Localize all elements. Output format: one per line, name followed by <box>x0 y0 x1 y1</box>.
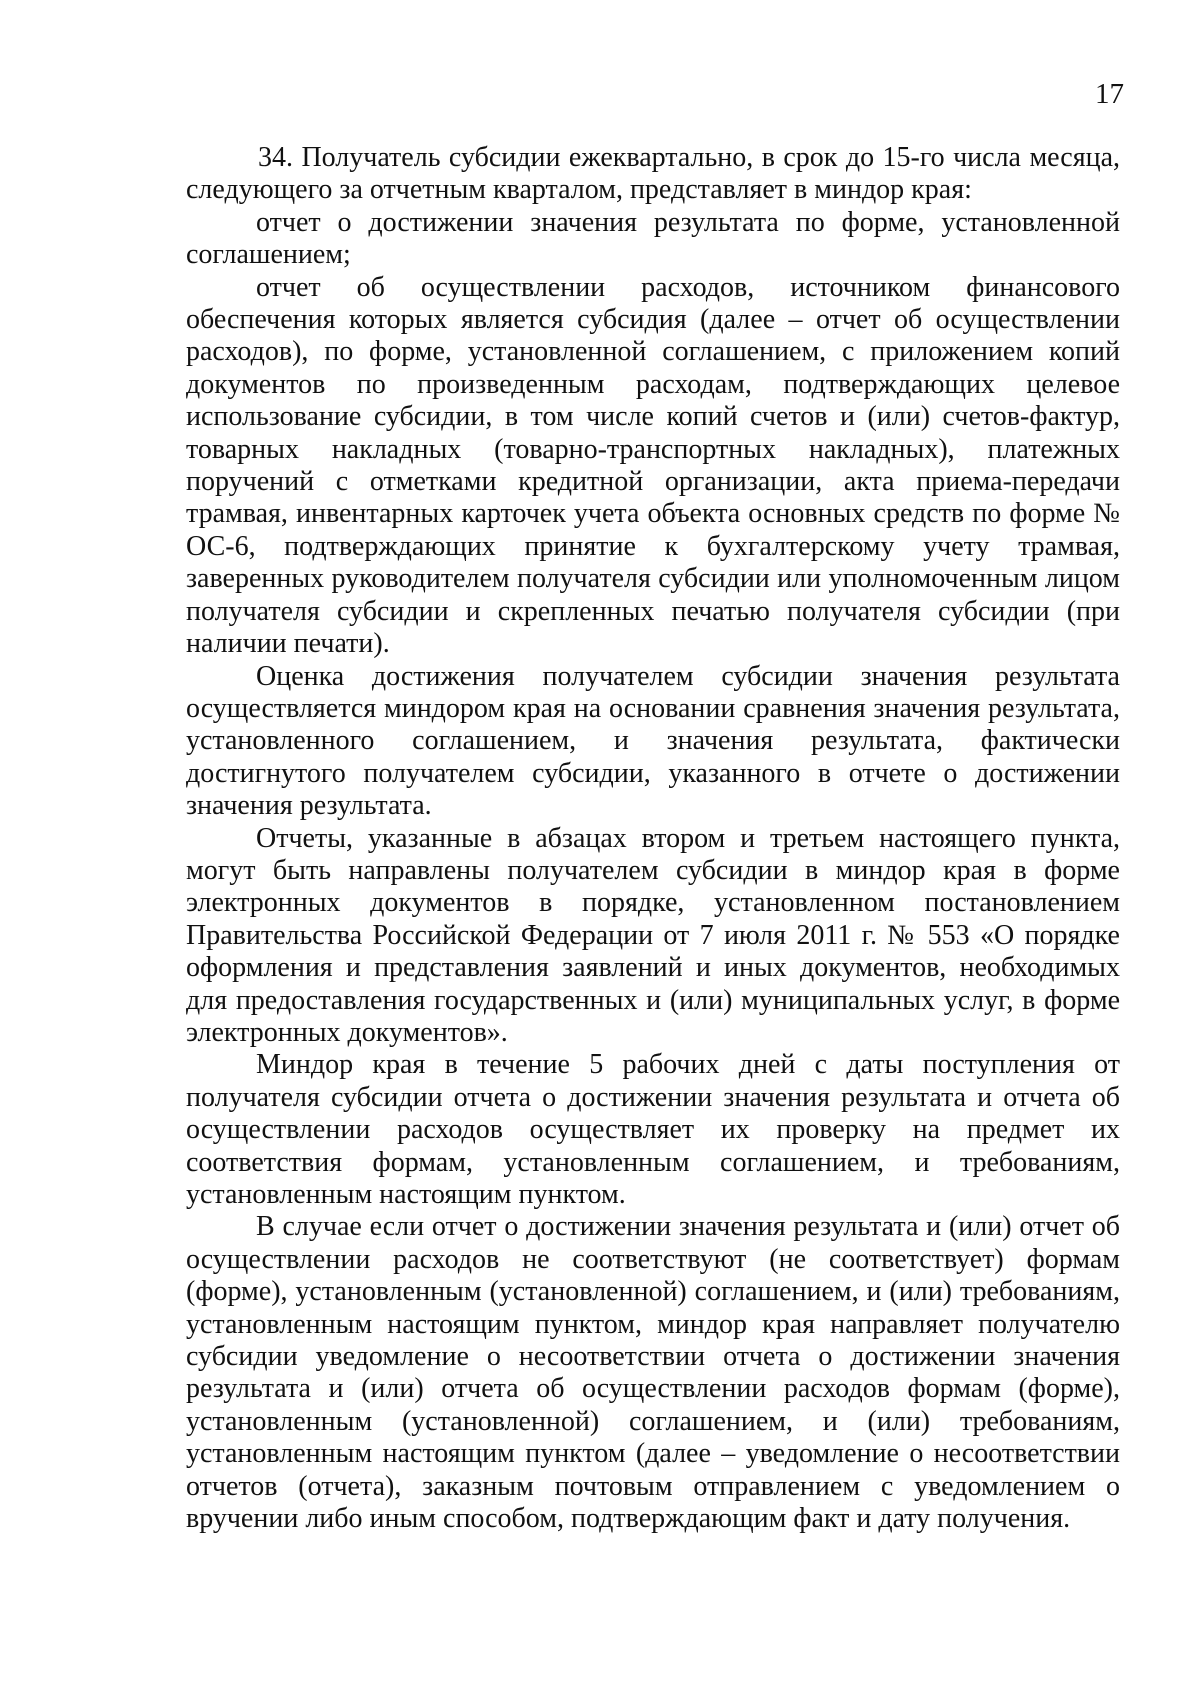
paragraph-item-34-intro: 34. Получатель субсидии ежеквартально, в срок до 15-го числа месяца, следующего за отчетным кварталом, представляет в миндор края: <box>186 142 1120 206</box>
paragraph-result-report: отчет о достижении значения результата по форме, установленной соглашением; <box>186 206 1120 271</box>
paragraph-nonconformity-notice: В случае если отчет о достижении значения результата и (или) отчет об осуществлении расходов не соответствуют (не соответствует) формам (форме), установленным (установленной) соглашением, и (или) требованиям, установленным настоящим пунктом, миндор края направляет получателю субсидии уведомление о несоответствии отчета о достижении значения результата и (или) отчета об осуществлении расходов формам (форме), установленным (установленной) соглашением, и (или) требованиям, установленным настоящим пунктом (далее – уведомление о несоответствии отчетов (отчета), заказным почтовым отправлением с уведомлением о вручении либо иным способом, подтверждающим факт и дату получения. <box>186 1211 1120 1535</box>
paragraph-report-verification: Миндор края в течение 5 рабочих дней с даты поступления от получателя субсидии отчета о достижении значения результата и отчета об осуществлении расходов осуществляет их проверку на предмет их соответствия формам, установленным соглашением, и требованиям, установленным настоящим пунктом. <box>186 1049 1120 1210</box>
paragraph-electronic-reports: Отчеты, указанные в абзацах втором и третьем настоящего пункта, могут быть направлены получателем субсидии в миндор края в форме электронных документов в порядке, установленном постановлением Правительства Российской Федерации от 7 июля 2011 г. № 553 «О порядке оформления и представления заявлений и иных документов, необходимых для предоставления государственных и (или) муниципальных услуг, в форме электронных документов». <box>186 822 1120 1048</box>
paragraph-expense-report: отчет об осуществлении расходов, источником финансового обеспечения которых является субсидия (далее – отчет об осуществлении расходов), по форме, установленной соглашением, с приложением копий документов по произведенным расходам, подтверждающих целевое использование субсидии, в том числе копий счетов и (или) счетов-фактур, товарных накладных (товарно-транспортных накладных), платежных поручений с отметками кредитной организации, акта приема-передачи трамвая, инвентарных карточек учета объекта основных средств по форме № ОС-6, подтверждающих принятие к бухгалтерскому учету трамвая, заверенных руководителем получателя субсидии или уполномоченным лицом получателя субсидии и скрепленных печатью получателя субсидии (при наличии печати). <box>186 271 1120 660</box>
document-body <box>186 142 1120 1535</box>
paragraph-result-evaluation: Оценка достижения получателем субсидии значения результата осуществляется миндором края на основании сравнения значения результата, установленного соглашением, и значения результата, фактически достигнутого получателем субсидии, указанного в отчете о достижении значения результата. <box>186 660 1120 822</box>
page-number: 17 <box>1095 78 1124 110</box>
